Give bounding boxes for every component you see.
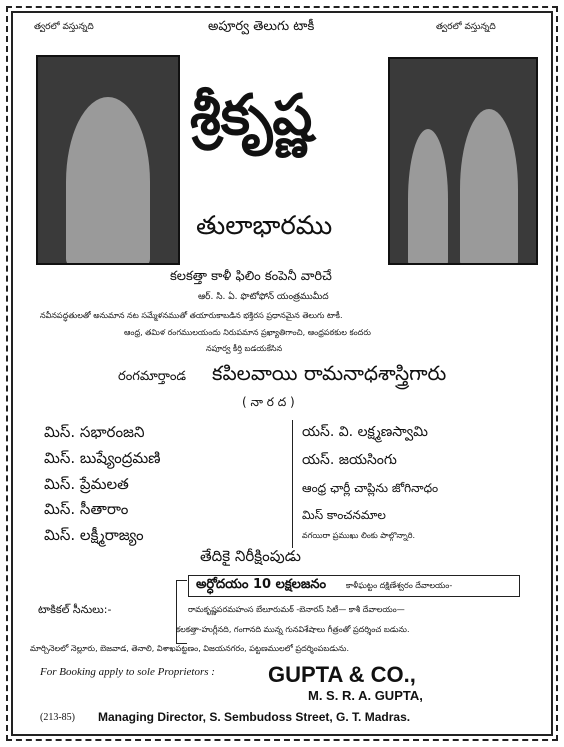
lead-name: కపిలవాయి రామనాధశాస్త్రిగారు [212,361,447,385]
intro-line-2: ఆంధ్ర, తమిళ రంగములయందు నిరుపమాన ప్రఖ్యాతిగాంచి, ఆంధ్రపఠకుల కందరు [124,328,371,337]
couple-figure-left [408,129,448,265]
address-line: Managing Director, S. Sembudoss Street, G. T. Madras. [98,710,411,724]
lead-role: ( నా ర ద ) [242,395,295,409]
header-center: అపూర్వ తెలుగు టాకీ [208,19,315,34]
technical-line-2: రామకృష్ణపరమహంస బేలూరుమఠ్ -బెనారస్ సిటీ— కాశీ దేవాలయం— [188,605,405,614]
cast-left-3: మిస్. ప్రేమలత [44,475,129,493]
film-title: శ్రీకృష్ణ [190,83,313,148]
couple-figure-right [460,109,518,265]
cast-left-1: మిస్. సభారంజని [44,423,145,441]
company-name: GUPTA & CO., [268,662,416,687]
left-photo [36,55,180,265]
technical-highlight: అర్ధోదయం 10 లక్షలజనం [196,577,327,592]
intro-line-3: నపూర్వ కీర్తి బడయకేసిన [206,344,283,353]
intro-line-1: నవీనపద్ధతులతో అనుమాన నట సమ్మేళనముతో తయారుకాబడిన భక్తిరస ప్రధానమైన తెలుగు టాకీ. [40,311,343,320]
film-subtitle: తులాభారము [196,211,333,241]
cast-left-5: మిస్. లక్ష్మీరాజ్యం [44,526,144,544]
cast-left-2: మిస్. బుష్యేంద్రమణి [44,449,161,467]
portrait-figure [66,97,150,265]
cast-right-2: యస్. జయసింగు [302,452,397,468]
release-line: మార్చినెలలో నెల్లూరు, బెజవాడ, తెనాలి, విశాఖపట్టణం, విజయనగరం, పట్టణములలో ప్రదర్శింపబడును. [30,644,349,653]
lead-prefix: రంగమార్తాండ [118,369,187,384]
tagline: తేదికై నిరీక్షింపుడు [200,547,301,565]
right-photo [388,57,538,265]
header-left-note: త్వరలో వస్తున్నది [34,22,94,32]
cast-note: వగయిరా ప్రముఖు లింకు పాల్గొన్నారి. [302,531,415,540]
machine-line: ఆర్. సి. ఏ. ఫొటోఫోన్ యంత్రముమీద [198,292,329,302]
cast-divider [292,420,293,548]
cast-left-4: మిస్. సీతారాం [44,500,129,518]
ad-code: (213-85) [40,712,75,723]
header-right-note: త్వరలో వస్తున్నది [436,22,496,32]
booking-note: For Booking apply to sole Proprietors : [40,666,215,678]
cast-right-1: యస్. వి. లక్ష్మణస్వామి [302,424,428,440]
technical-line-3: కలకత్తా-హుగ్లీనది, గంగానది మున్న గునవిశేషాలు గీత్రంతో ప్రదర్శించ బడును. [176,625,410,634]
technical-line-1-rest: కాళీఘట్టం దక్షిణేశ్వరం దేవాలయం- [346,581,453,590]
cast-right-4: మిస్ కాంచనమాల [302,508,386,522]
proprietor-name: M. S. R. A. GUPTA, [308,688,423,703]
company-line: కలకత్తా కాళీ ఫిలిం కంపెనీ వారిచే [170,269,332,284]
cast-right-3: ఆంధ్ర ఛార్లీ చాప్లిను జోగినాధం [302,481,439,495]
technical-bracket [176,580,187,644]
technical-label: టాకికల్ సీనులు:- [38,603,112,616]
